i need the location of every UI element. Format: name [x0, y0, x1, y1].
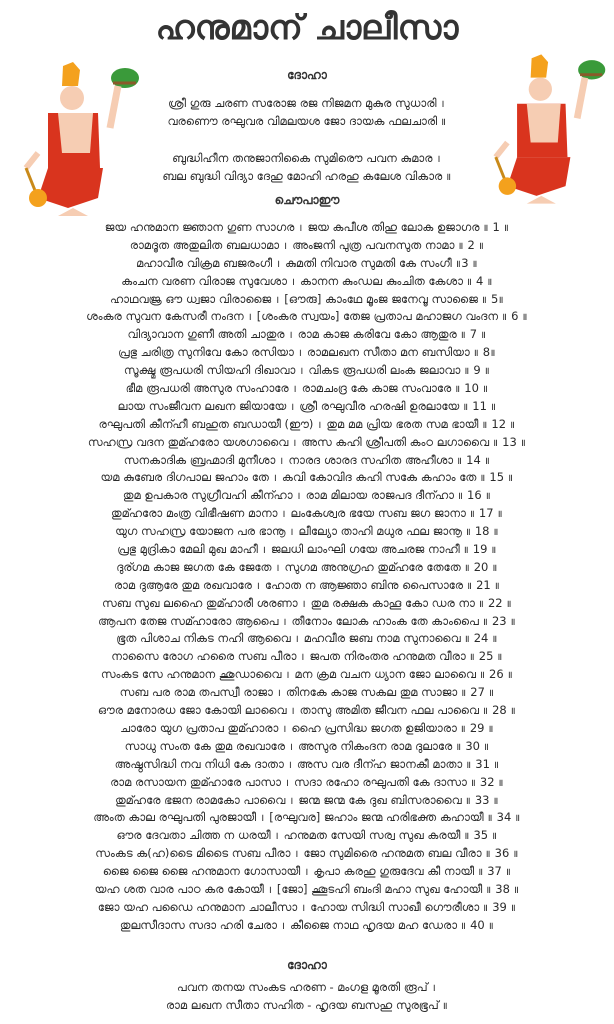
verse-line: രാമ ദുആരേ തുമ രഖവാരേ । ഹോത ന ആജ്ഞാ ബിനു പൈസാരേ ॥ 21 ॥	[113, 577, 501, 592]
closing-doha-heading: ദോഹാ	[287, 958, 327, 972]
verse-line: പ്രഭു മുദ്രികാ മേലി മുഖ മാഹീ । ജലധി ലാംഘി ഗയേ അചരജ നാഹീ ॥ 19 ॥	[117, 542, 497, 557]
verse-line: യുഗ സഹസ്ര യോജന പര ഭാനൂ । ലീല്യോ താഹി മധുര ഫല ജാനൂ ॥ 18 ॥	[115, 524, 499, 539]
verse-line: ഭീമ രൂപധരി അസുര സംഹാരേ । രാമചംദ്ര കേ കാജ സംവാരേ ॥ 10 ॥	[125, 381, 489, 396]
verse-line: ഔര ദേവതാ ചിത്ത ന ധരയീ । ഹനുമത സേയി സര്വ സുഖ കരയീ ॥ 35 ॥	[116, 828, 498, 843]
verse-line: സൂക്ഷ്മ രൂപധരി സിയഹി ദിഖാവാ । വികട രൂപധരി ലംക ജലാവാ ॥ 9 ॥	[123, 363, 491, 378]
verse-line: തുമ്ഹരേ ഭജന രാമകോ പാവൈ । ജന്മ ജന്മ കേ ദുഖ ബിസരാവൈ ॥ 33 ॥	[115, 792, 499, 807]
verse-line: അഷ്ഠസിദ്ധി നവ നിധി കേ ദാതാ । അസ വര ദീന്ഹ ജാനകീ മാതാ ॥ 31 ॥	[114, 756, 500, 771]
verse-line: സബ പര രാമ തപസ്വീ രാജാ । തിനകേ കാജ സകല തുമ സാജാ ॥ 27 ॥	[119, 685, 495, 700]
verse-line: വിദ്യാവാന ഗുണീ അതി ചാതുര । രാമ കാജ കരിവേ കോ ആതുര ॥ 7 ॥	[127, 327, 487, 342]
verse-line: സബ സുഖ ലഹൈ തുമ്ഹാരീ ശരണാ । തുമ രക്ഷക കാഹൂ കോ ഡര നാ ॥ 22 ॥	[102, 595, 512, 610]
closing-doha-line: പവന തനയ സംകട ഹരണ - മംഗള മൂരതി രൂപ് ।	[176, 980, 438, 994]
verse-line: തുമ്ഹരോ മംത്ര വിഭീഷണ മാനാ । ലംകേശ്വര ഭയേ സബ ജഗ ജാനാ ॥ 17 ॥	[111, 506, 503, 521]
verse-line: മഹാവീര വിക്രമ ബജരംഗീ । കുമതി നിവാര സുമതി കേ സംഗീ ॥3 ॥	[136, 255, 478, 270]
verse-line: ലായ സംജീവന ലഖന ജിയായേ । ശ്രീ രഘുവീര ഹരഷി ഉരലായേ ॥ 11 ॥	[117, 398, 497, 413]
verse-line: ആപന തേജ സമ്ഹാരോ ആപൈ । തീനോം ലോക ഹാംക തേ കാംപൈ ॥ 23 ॥	[98, 613, 516, 628]
verse-line: സനകാദിക ബ്രഹ്മാദി മുനീശാ । നാരദ ശാരദ സഹിത അഹീശാ ॥ 14 ॥	[123, 452, 491, 467]
verse-line: നാസൈ രോഗ ഹരൈ സബ പീരാ । ജപത നിരംതര ഹനുമത വീരാ ॥ 25 ॥	[111, 649, 503, 664]
closing-doha-line: രാമ ലഖന സീതാ സഹിത - ഹൃദയ ബസഹു സുരഭൂപ് ॥	[165, 998, 449, 1012]
verse-line: യഹ ശത വാര പാഠ കര കോയീ । [ജോ] ഛൂടഹി ബംദി മഹാ സുഖ ഹോയീ ॥ 38 ॥	[94, 881, 520, 896]
verse-line: യമ കുബേര ദിഗപാല ജഹാം തേ । കവി കോവിദ കഹി സകേ കഹാം തേ ॥ 15 ॥	[100, 470, 514, 485]
verse-line: സാധു സംത കേ തുമ രഖവാരേ । അസുര നികംദന രാമ ദുലാരേ ॥ 30 ॥	[124, 738, 490, 753]
verse-line: ശംകര സുവന കേസരീ നംദന । [ശംകര സ്വയം] തേജ പ്രതാപ മഹാജഗ വംദന ॥ 6 ॥	[86, 309, 528, 324]
opening-doha-line: ശ്രീ ഗുരു ചരണ സരോജ രജ നിജമന മുകുര സുധാരി ।	[168, 96, 446, 110]
verse-line: തുലസീദാസ സദാ ഹരി ചേരാ । കീജൈ നാഥ ഹൃദയ മഹ ഡേരാ ॥ 40 ॥	[119, 917, 495, 932]
verse-line: കംചന വരണ വിരാജ സുവേശാ । കാനന കുംഡല കുംചിത കേശാ ॥ 4 ॥	[121, 273, 493, 288]
verse-line: ജോ യഹ പഡൈ ഹനുമാന ചാലീസാ । ഹോയ സിദ്ധി സാഖീ ഗൌരീശാ ॥ 39 ॥	[97, 899, 517, 914]
verse-line: സഹസ്ര വദന തുമ്ഹരോ യശഗാവൈ । അസ കഹി ശ്രീപതി കംഠ ലഗാവൈ ॥ 13 ॥	[87, 434, 527, 449]
chaupai-heading: ചൌപാഈ	[274, 193, 340, 207]
opening-doha-line: ബല ബുദ്ധി വിദ്യാ ദേഹു മോഹി ഹരഹു കലേശ വികാര ॥	[162, 169, 452, 183]
verse-line: സംകട ക(ഹ)ടൈ മിടൈ സബ പീരാ । ജോ സുമിരൈ ഹനുമത ബല വീരാ ॥ 36 ॥	[95, 846, 519, 861]
verse-line: ജൈ ജൈ ജൈ ഹനുമാന ഗോസായീ । കൃപാ കരഹു ഗുരുദേവ കീ നായീ ॥ 37 ॥	[102, 864, 512, 879]
verse-line: സംകട സേ ഹനുമാന ഛുഡാവൈ । മന ക്രമ വചന ധ്യാന ജോ ലാവൈ ॥ 26 ॥	[100, 667, 514, 682]
opening-doha-line: ബുദ്ധിഹീന തനുജാനികൈ സുമിരൌ പവന കുമാര ।	[172, 151, 442, 165]
verse-line: തുമ ഉപകാര സുഗ്രീവഹി കീന്ഹാ । രാമ മിലായ രാജപദ ദീന്ഹാ ॥ 16 ॥	[122, 488, 492, 503]
opening-doha-line: വരണൌ രഘുവര വിമലയശ ജോ ദായക ഫലചാരി ॥	[167, 114, 447, 128]
verse-line: രഘുപതി കീന്ഹീ ബഹുത ബഡായീ (ഈ) । തുമ മമ പ്രിയ ഭരത സമ ഭായീ ॥ 12 ॥	[98, 416, 516, 431]
verse-line: പ്രഭു ചരിത്ര സുനിവേ കോ രസിയാ । രാമലഖന സീതാ മന ബസിയാ ॥ 8॥	[118, 345, 496, 360]
verse-line: രാമ രസായന തുമ്ഹാരേ പാസാ । സദാ രഹോ രഘുപതി കേ ദാസാ ॥ 32 ॥	[110, 774, 504, 789]
verse-line: ഔര മനോരധ ജോ കോയി ലാവൈ । താസു അമിത ജീവന ഫല പാവൈ ॥ 28 ॥	[97, 703, 517, 718]
verse-line: രാമദൂത അതുലിത ബലധാമാ । അംജനി പുത്ര പവനസുത നാമാ ॥ 2 ॥	[129, 237, 485, 252]
verse-line: ചാരോ യുഗ പ്രതാപ തുമ്ഹാരാ । ഹൈ പ്രസിദ്ധ ജഗത ഉജിയാരാ ॥ 29 ॥	[120, 720, 494, 735]
opening-doha-heading: ദോഹാ	[287, 68, 327, 82]
verse-line: അംത കാല രഘുപതി പുരജായീ । [രഘുവര] ജഹാം ജന്മ ഹരിഭക്ത കഹായീ ॥ 34 ॥	[93, 810, 521, 825]
verse-line: ഹാഥവജ്ര ഔ ധ്വജാ വിരാജൈ । [ഔരു] കാംഥേ മൂംജ ജനേവൂ സാജൈ ॥ 5॥	[109, 291, 505, 306]
chaupai-verses	[0, 219, 614, 935]
verse-line: ദുര്ഗമ കാജ ജഗത കേ ജേതേ । സുഗമ അനുഗ്രഹ തുമ്ഹരേ തേതേ ॥ 20 ॥	[116, 559, 498, 574]
page-title: ഹനുമാന് ചാലീസാ	[155, 8, 459, 48]
verse-line: ജയ ഹനുമാന ജ്ഞാന ഗുണ സാഗര । ജയ കപീശ തിഹു ലോക ഉജാഗര ॥ 1 ॥	[104, 220, 510, 234]
verse-line: ഭൂത പിശാച നികട നഹി ആവൈ । മഹവീര ജബ നാമ സുനാവൈ ॥ 24 ॥	[116, 631, 498, 646]
